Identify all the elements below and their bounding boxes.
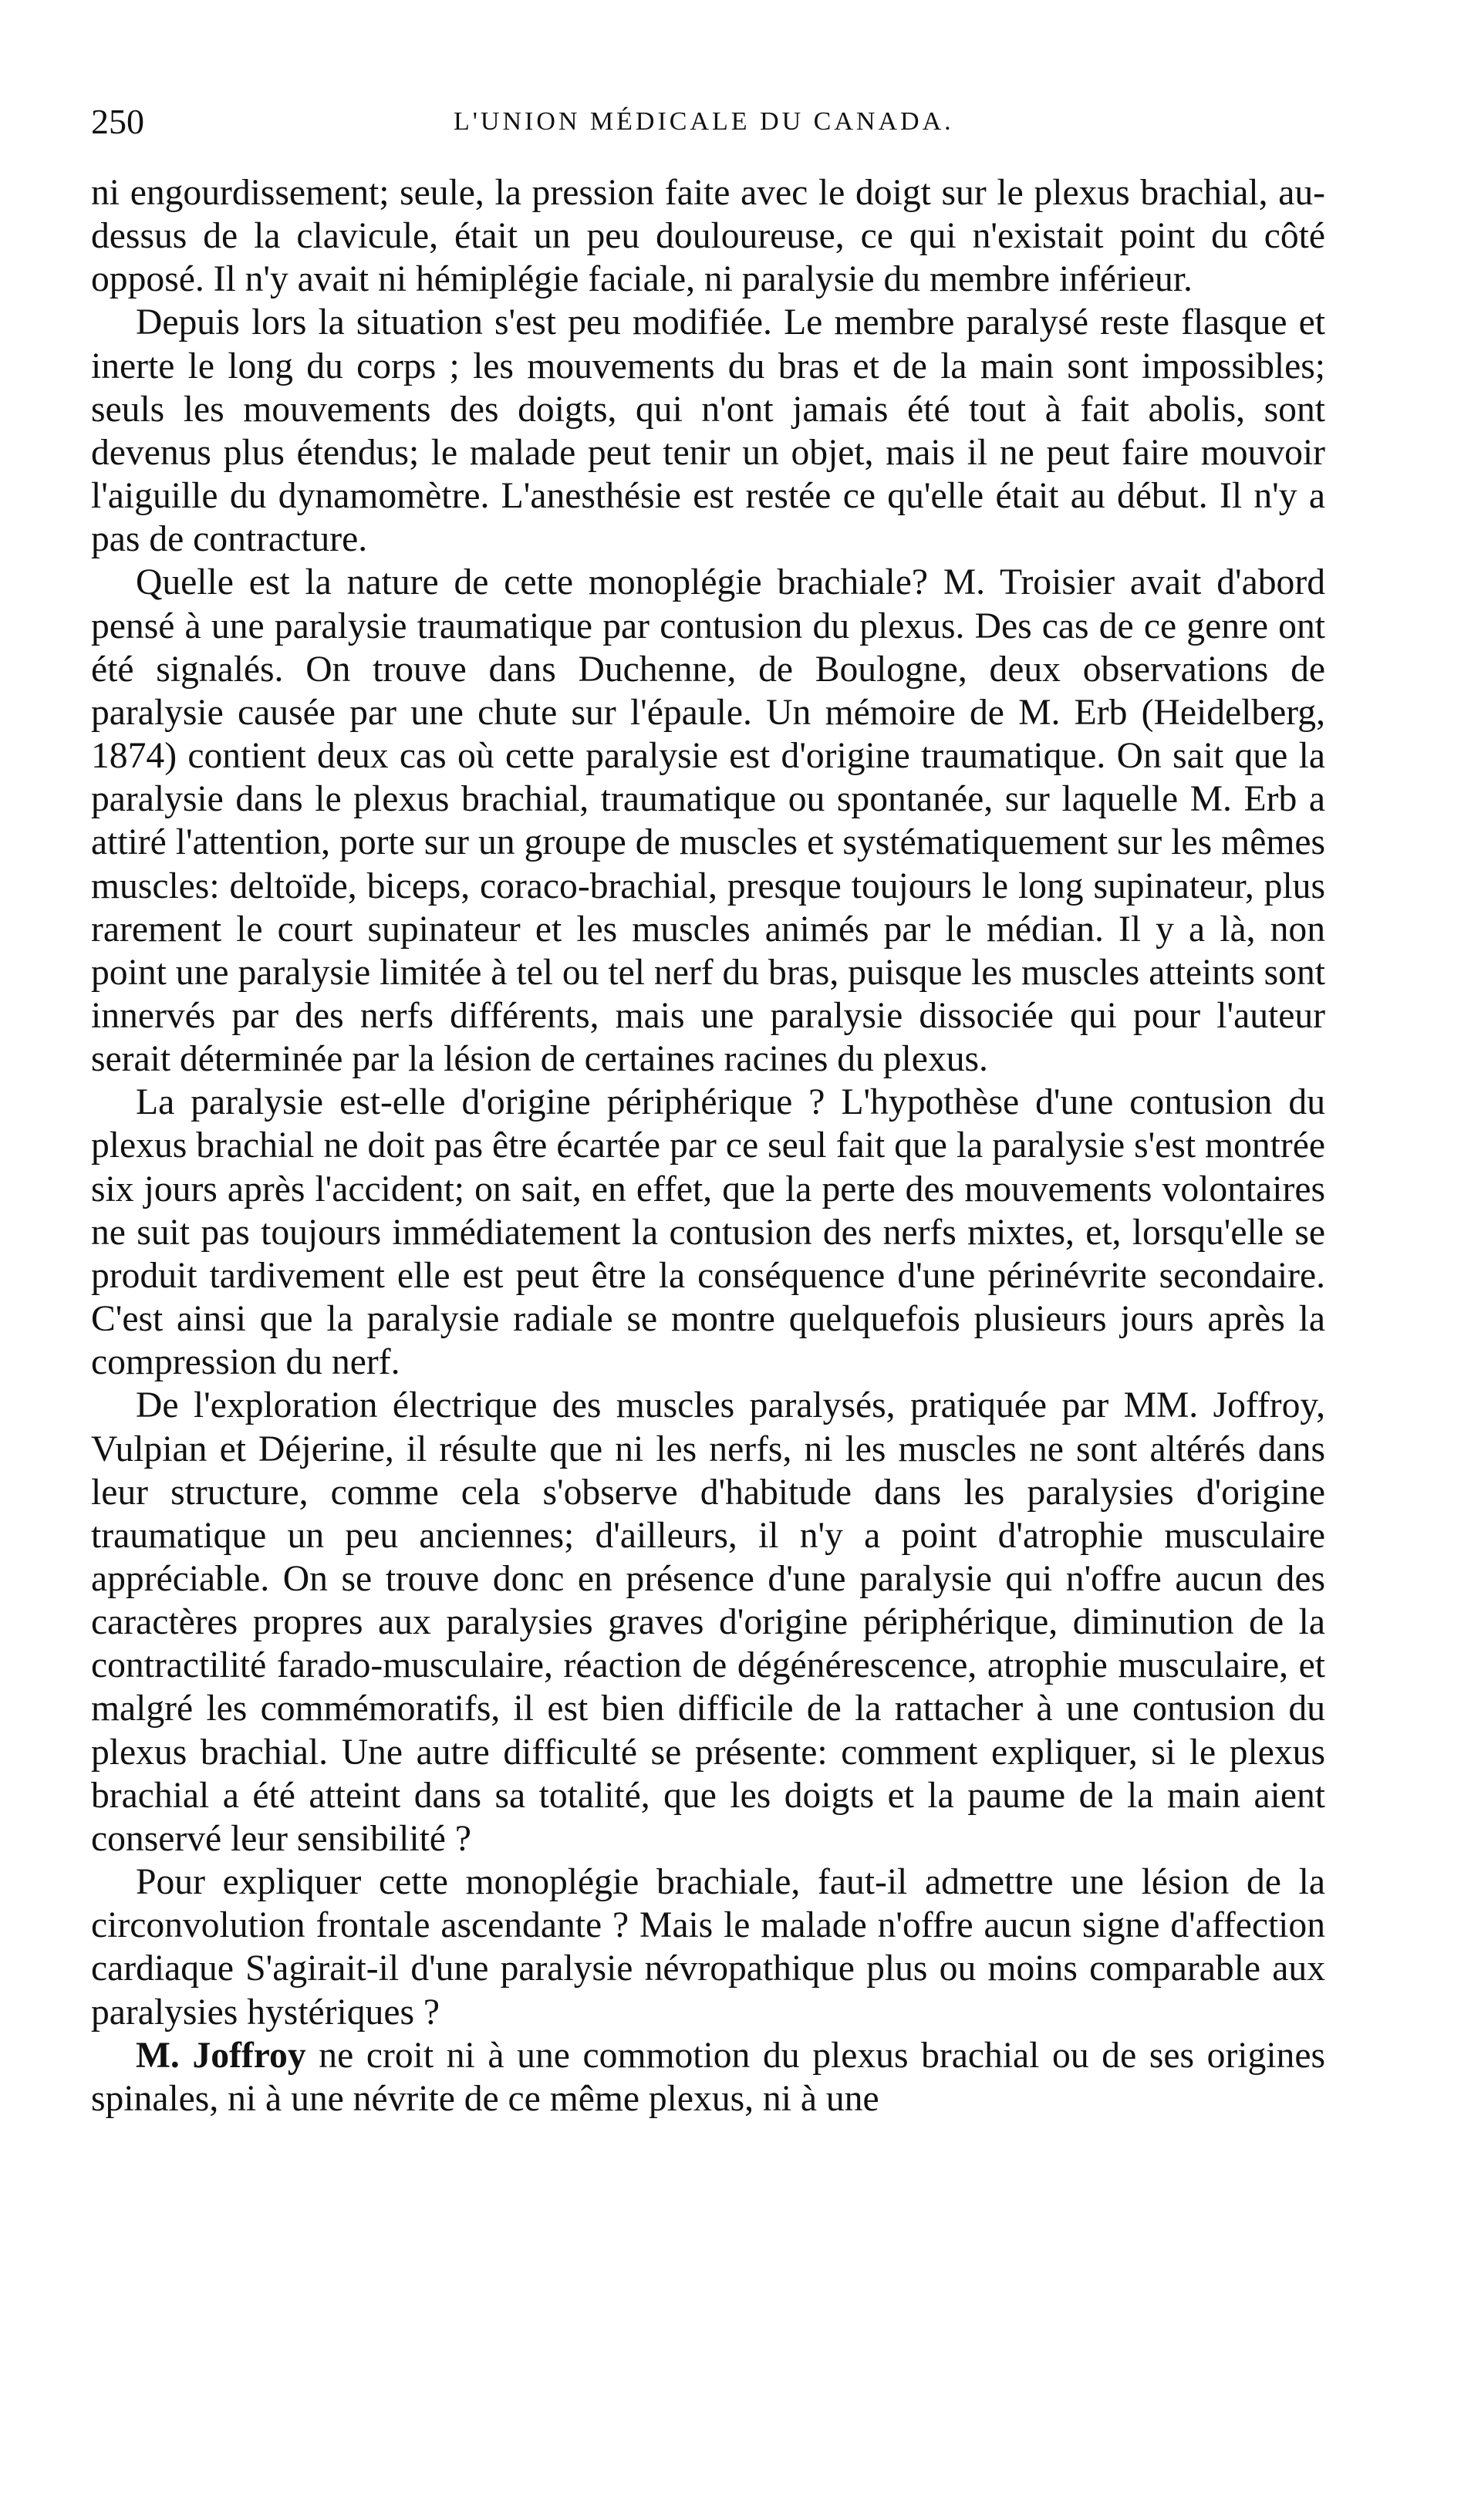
body-text bbox=[91, 171, 1325, 2120]
paragraph: De l'exploration électrique des muscles paralysés, pratiquée par MM. Joffroy, Vulpian et Déjerine, il résulte que ni les nerfs, ni les muscles ne sont altérés dans leur structure, comme cela s'observe d'habitude dans les paralysies d'origine traumatique un peu anciennes; d'ailleurs, il n'y a point d'atrophie musculaire appréciable. On se trouve donc en présence d'une paralysie qui n'offre aucun des caractères propres aux paralysies graves d'origine périphérique, diminution de la contractilité farado-musculaire, réaction de dégénérescence, atrophie musculaire, et malgré les commémoratifs, il est bien difficile de la rattacher à une contusion du plexus brachial. Une autre difficulté se présente: comment expliquer, si le plexus brachial a été atteint dans sa totalité, que les doigts et la paume de la main aient conservé leur sensibilité ? bbox=[91, 1385, 1325, 1859]
speaker-name: M. Joffroy bbox=[136, 2035, 306, 2076]
page-number: 250 bbox=[91, 102, 144, 141]
paragraph: Quelle est la nature de cette monoplégie brachiale? M. Troisier avait d'abord pensé à une paralysie traumatique par contusion du plexus. Des cas de ce genre ont été signalés. On trouve dans Duchenne, de Boulogne, deux observations de paralysie causée par une chute sur l'épaule. Un mémoire de M. Erb (Heidelberg, 1874) contient deux cas où cette paralysie est d'origine traumatique. On sait que la paralysie dans le plexus brachial, traumatique ou spontanée, sur laquelle M. Erb a attiré l'attention, porte sur un groupe de muscles et systématiquement sur les mêmes muscles: deltoïde, biceps, coraco-brachial, presque toujours le long supinateur, plus rarement le court supinateur et les muscles animés par le médian. Il y a là, non point une paralysie limitée à tel ou tel nerf du bras, puisque les muscles atteints sont innervés par des nerfs différents, mais une paralysie dissociée qui pour l'auteur serait déterminée par la lésion de certaines racines du plexus. bbox=[91, 562, 1325, 1080]
page-header bbox=[91, 99, 1325, 145]
paragraph: Pour expliquer cette monoplégie brachiale, faut-il admettre une lésion de la circonvolution frontale ascendante ? Mais le malade n'offre aucun signe d'affection cardiaque S'agirait-il d'une paralysie névropathique plus ou moins comparable aux paralysies hystériques ? bbox=[91, 1862, 1325, 2033]
paragraph-text: ne croit ni à une commotion du plexus brachial ou de ses origines spinales, ni à une névrite de ce même plexus, ni à une bbox=[91, 2035, 1325, 2119]
paragraph-last bbox=[91, 2034, 1325, 2120]
running-title: L'UNION MÉDICALE DU CANADA. bbox=[454, 107, 954, 136]
paragraph: La paralysie est-elle d'origine périphérique ? L'hypothèse d'une contusion du plexus brachial ne doit pas être écartée par ce seul fait que la paralysie s'est montrée six jours après l'accident; on sait, en effet, que la perte des mouvements volontaires ne suit pas toujours immédiatement la contusion des nerfs mixtes, et, lorsqu'elle se produit tardivement elle est peut être la conséquence d'une périnévrite secondaire. C'est ainsi que la paralysie radiale se montre quelquefois plusieurs jours après la compression du nerf. bbox=[91, 1082, 1325, 1383]
paragraph: ni engourdissement; seule, la pression faite avec le doigt sur le plexus brachial, au-dessus de la clavicule, était un peu douloureuse, ce qui n'existait point du côté opposé. Il n'y avait ni hémiplégie faciale, ni paralysie du membre inférieur. bbox=[91, 173, 1325, 300]
paragraph: Depuis lors la situation s'est peu modifiée. Le membre paralysé reste flasque et inerte le long du corps ; les mouvements du bras et de la main sont impossibles; seuls les mouvements des doigts, qui n'ont jamais été tout à fait abolis, sont devenus plus étendus; le malade peut tenir un objet, mais il ne peut faire mouvoir l'aiguille du dynamomètre. L'anesthésie est restée ce qu'elle était au début. Il n'y a pas de contracture. bbox=[91, 302, 1325, 560]
